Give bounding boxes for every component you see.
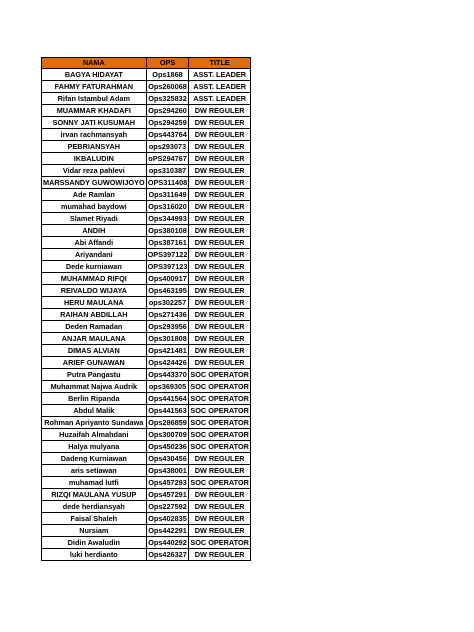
cell-title: SOC OPERATOR <box>190 394 249 403</box>
cell-title: ASST. LEADER <box>189 69 251 81</box>
cell-ops: Ops438001 <box>146 465 189 477</box>
table-row <box>42 321 251 333</box>
table-row <box>42 549 251 561</box>
cell-nama: Ade Ramlan <box>42 189 147 201</box>
cell-title: DW REGULER <box>189 297 251 309</box>
cell-nama: Nursiam <box>42 525 147 537</box>
table-row <box>42 285 251 297</box>
cell-ops: Ops293956 <box>146 321 189 333</box>
cell-ops: Ops424426 <box>146 357 189 369</box>
cell-ops: Ops271436 <box>146 309 189 321</box>
cell-nama: Muhammat Najwa Audrik <box>42 381 147 393</box>
employee-table <box>41 57 251 561</box>
cell-nama: aris setiawan <box>42 465 147 477</box>
cell-title: DW REGULER <box>189 177 251 189</box>
table-row <box>42 501 251 513</box>
cell-nama: DIMAS ALVIAN <box>42 345 147 357</box>
table-body <box>42 69 251 561</box>
table-row <box>42 189 251 201</box>
cell-ops: Ops450236 <box>146 441 189 453</box>
cell-ops: OPS397122 <box>147 250 188 259</box>
cell-title: DW REGULER <box>189 165 251 177</box>
cell-title: DW REGULER <box>189 549 251 561</box>
table-row <box>42 429 251 441</box>
cell-ops: Ops442291 <box>146 525 189 537</box>
table-row <box>42 225 251 237</box>
cell-title: DW REGULER <box>189 141 251 153</box>
cell-nama: Dadeng Kurniawan <box>42 453 147 465</box>
table-row <box>42 453 251 465</box>
cell-title: DW REGULER <box>189 309 251 321</box>
table-row <box>42 345 251 357</box>
cell-title: DW REGULER <box>189 513 251 525</box>
cell-ops: ops369305 <box>146 381 189 393</box>
cell-ops: Ops441564 <box>146 393 189 405</box>
cell-title: DW REGULER <box>189 273 251 285</box>
cell-title: DW REGULER <box>189 225 251 237</box>
cell-title: DW REGULER <box>189 489 251 501</box>
cell-title: DW REGULER <box>189 501 251 513</box>
table-row <box>42 333 251 345</box>
cell-nama: Didin Awaludin <box>42 537 147 549</box>
cell-title: DW REGULER <box>189 237 251 249</box>
cell-nama: Abi Affandi <box>42 237 147 249</box>
table-row <box>42 93 251 105</box>
cell-title: DW REGULER <box>189 129 251 141</box>
cell-nama: HERU MAULANA <box>42 297 147 309</box>
cell-nama: ARIEF GUNAWAN <box>42 357 147 369</box>
cell-nama: IKBALUDIN <box>42 153 147 165</box>
cell-nama: Huzaifah Almahdani <box>42 429 147 441</box>
cell-nama: ANJAR MAULANA <box>42 333 147 345</box>
cell-nama: Abdul Malik <box>42 405 147 417</box>
cell-title: DW REGULER <box>189 213 251 225</box>
cell-nama: Vidar reza pahlevi <box>42 165 147 177</box>
cell-ops: Ops440292 <box>146 537 189 549</box>
cell-title: SOC OPERATOR <box>190 538 249 547</box>
cell-nama: Faisal Shaleh <box>42 513 147 525</box>
cell-ops: Ops421481 <box>146 345 189 357</box>
table-header <box>42 58 251 69</box>
table-row <box>42 489 251 501</box>
table-row <box>42 537 251 549</box>
cell-title: SOC OPERATOR <box>190 442 249 451</box>
table-row <box>42 117 251 129</box>
table-row <box>42 129 251 141</box>
cell-nama: Slamet Riyadi <box>42 213 147 225</box>
cell-ops: OPS311408 <box>147 178 188 187</box>
cell-title: DW REGULER <box>189 105 251 117</box>
cell-ops: Ops387161 <box>146 237 189 249</box>
cell-nama: Rohman Apriyanto Sundawa <box>42 417 147 429</box>
table-row <box>42 369 251 381</box>
cell-ops: Ops260068 <box>146 81 189 93</box>
cell-title: DW REGULER <box>189 285 251 297</box>
cell-nama: Deden Ramadan <box>42 321 147 333</box>
table-row <box>42 381 251 393</box>
cell-title: DW REGULER <box>189 153 251 165</box>
cell-title: DW REGULER <box>189 333 251 345</box>
table-row <box>42 405 251 417</box>
cell-title: ASST. LEADER <box>189 93 251 105</box>
cell-title: DW REGULER <box>189 525 251 537</box>
header-title: TITLE <box>189 58 251 69</box>
table-row <box>42 213 251 225</box>
table-row <box>42 441 251 453</box>
cell-ops: Ops1868 <box>146 69 189 81</box>
cell-nama: ANDIH <box>42 225 147 237</box>
table-row <box>42 465 251 477</box>
table-row <box>42 249 251 261</box>
cell-nama: REIVALDO WIJAYA <box>42 285 147 297</box>
cell-ops: Ops311649 <box>146 189 189 201</box>
cell-nama: MUHAMMAD RIFQI <box>42 273 147 285</box>
table-row <box>42 297 251 309</box>
cell-title: DW REGULER <box>189 357 251 369</box>
table-row <box>42 165 251 177</box>
cell-ops: Ops227592 <box>146 501 189 513</box>
cell-title: SOC OPERATOR <box>190 478 249 487</box>
cell-title: SOC OPERATOR <box>190 382 249 391</box>
cell-ops: Ops430456 <box>146 453 189 465</box>
table-row <box>42 513 251 525</box>
cell-ops: Ops463195 <box>146 285 189 297</box>
cell-nama: BAGYA HIDAYAT <box>42 69 147 81</box>
cell-ops: ops302257 <box>146 297 189 309</box>
cell-title: ASST. LEADER <box>189 81 251 93</box>
cell-nama: Halya mulyana <box>42 441 147 453</box>
table-row <box>42 141 251 153</box>
cell-nama: Dede kurniawan <box>42 261 147 273</box>
cell-ops: Ops294259 <box>146 117 189 129</box>
cell-nama: RIZQI MAULANA YUSUP <box>42 489 147 501</box>
table-row <box>42 417 251 429</box>
cell-nama: Putra Pangastu <box>42 369 147 381</box>
cell-title: DW REGULER <box>189 261 251 273</box>
table-row <box>42 261 251 273</box>
header-nama: NAMA <box>42 58 147 69</box>
cell-nama: FAHMY FATURAHMAN <box>42 81 147 93</box>
cell-ops: Ops380108 <box>146 225 189 237</box>
cell-ops: Ops294260 <box>146 105 189 117</box>
table-row <box>42 273 251 285</box>
cell-ops: Ops344993 <box>146 213 189 225</box>
cell-title: DW REGULER <box>189 321 251 333</box>
cell-title: DW REGULER <box>189 249 251 261</box>
cell-nama: Rifan Istambul Adam <box>42 93 147 105</box>
cell-ops: Ops443764 <box>146 129 189 141</box>
employee-sheet <box>41 57 251 561</box>
table-row <box>42 477 251 489</box>
cell-nama: mumahad baydowi <box>42 201 147 213</box>
cell-ops: Ops402835 <box>146 513 189 525</box>
table-row <box>42 237 251 249</box>
cell-ops: oPS294767 <box>146 153 189 165</box>
cell-title: DW REGULER <box>189 465 251 477</box>
cell-ops: Ops443370 <box>146 369 189 381</box>
table-row <box>42 81 251 93</box>
table-row <box>42 525 251 537</box>
cell-nama: dede herdiansyah <box>42 501 147 513</box>
cell-ops: Ops325832 <box>146 93 189 105</box>
cell-ops: Ops301808 <box>146 333 189 345</box>
cell-ops: Ops400917 <box>146 273 189 285</box>
cell-nama: SONNY JATI KUSUMAH <box>42 117 147 129</box>
cell-nama: irvan rachmansyah <box>42 129 147 141</box>
cell-ops: Ops426327 <box>146 549 189 561</box>
cell-title: SOC OPERATOR <box>190 406 249 415</box>
cell-ops: ops310387 <box>146 165 189 177</box>
cell-ops: Ops441563 <box>146 405 189 417</box>
cell-ops: Ops457291 <box>146 489 189 501</box>
cell-title: DW REGULER <box>189 453 251 465</box>
table-row <box>42 201 251 213</box>
table-row <box>42 69 251 81</box>
cell-ops: Ops457293 <box>146 477 189 489</box>
cell-nama: Berlin Ripanda <box>42 393 147 405</box>
cell-ops: ops293073 <box>146 141 189 153</box>
cell-title: SOC OPERATOR <box>190 370 249 379</box>
cell-ops: Ops316020 <box>146 201 189 213</box>
table-row <box>42 309 251 321</box>
cell-ops: Ops300709 <box>146 429 189 441</box>
cell-title: SOC OPERATOR <box>190 418 249 427</box>
header-ops: OPS <box>146 58 189 69</box>
cell-nama: MUAMMAR KHADAFI <box>42 105 147 117</box>
cell-nama: muhamad lutfi <box>42 477 147 489</box>
table-row <box>42 393 251 405</box>
table-row <box>42 153 251 165</box>
header-row <box>42 58 251 69</box>
cell-title: DW REGULER <box>189 117 251 129</box>
cell-ops: OPS397123 <box>147 262 188 271</box>
cell-nama: luki herdianto <box>42 549 147 561</box>
cell-title: DW REGULER <box>189 189 251 201</box>
table-row <box>42 177 251 189</box>
cell-ops: Ops286859 <box>146 417 189 429</box>
cell-nama: PEBRIANSYAH <box>42 141 147 153</box>
table-row <box>42 105 251 117</box>
cell-title: DW REGULER <box>189 345 251 357</box>
cell-nama: RAIHAN ABDILLAH <box>42 309 147 321</box>
cell-title: SOC OPERATOR <box>190 430 249 439</box>
cell-nama: MARSSANDY GUWOWIJOYO <box>43 178 145 187</box>
cell-title: DW REGULER <box>189 201 251 213</box>
table-row <box>42 357 251 369</box>
cell-nama: Ariyandani <box>42 249 147 261</box>
